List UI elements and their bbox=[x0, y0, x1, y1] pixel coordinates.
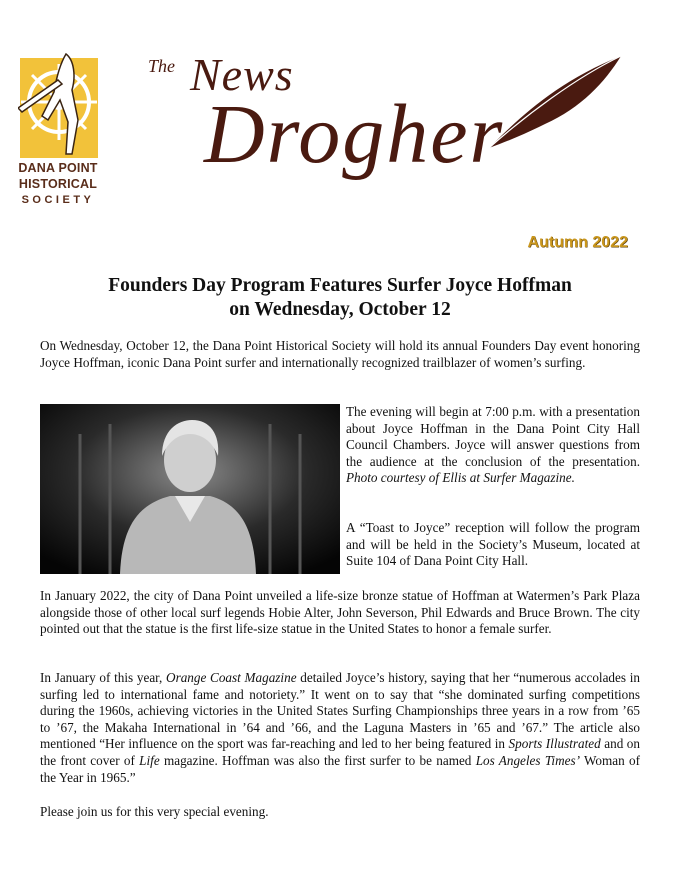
intro-paragraph: On Wednesday, October 12, the Dana Point Historical Society will hold its annual Founders Day event honoring Joyce Hoffman, iconic Dana Point surfer and internationally recognized trailblazer of women’s surfing. bbox=[40, 338, 640, 370]
history-text-5: Woman of the Year in 1965.” bbox=[40, 752, 640, 785]
history-text-4: magazine. Hoffman was also the first surfer to be named bbox=[159, 752, 476, 768]
la-times: Los Angeles Times’ bbox=[475, 752, 580, 768]
history-text-2: detailed Joyce’s history, saying that her “numerous accolades in surfing led to international fame and notoriety.” It went on to say that “she dominated surfing competitions during the 1960s, achieving victories in the United States Surfing Championships three years in a row from ’65 to ’67, the Makaha International in ’64 and ’66, and the Laguna Masters in ’65 and ’67.” The article also mentioned “Her influence on the sport was far-reaching and led to her being featured in bbox=[40, 670, 640, 752]
headline-line-1: Founders Day Program Features Surfer Joyce Hoffman bbox=[108, 275, 572, 296]
evening-text: The evening will begin at 7:00 p.m. with a presentation about Joyce Hoffman in the Dana Point City Hall Council Chambers. Joyce will answer questions from the audience at the conclusion of the presentation. bbox=[346, 404, 640, 469]
logo-line-2: HISTORICAL bbox=[18, 177, 98, 191]
toast-paragraph: A “Toast to Joyce” reception will follow the program and will be held in the Society’s Museum, located at Suite 104 of Dana Point City Hall. bbox=[346, 520, 640, 569]
closing-paragraph: Please join us for this very special evening. bbox=[40, 804, 269, 819]
masthead-news: News bbox=[190, 49, 294, 100]
society-logo bbox=[8, 50, 108, 212]
joyce-hoffman-photo bbox=[40, 404, 340, 574]
logo-line-3: SOCIETY bbox=[21, 194, 95, 206]
magazine-name: Orange Coast Magazine bbox=[166, 670, 297, 685]
headline bbox=[40, 274, 640, 322]
masthead-drogher: Drogher bbox=[204, 88, 505, 181]
ship-wheel-surfer-icon bbox=[18, 50, 100, 158]
logo-line-1: DANA POINT bbox=[18, 161, 98, 175]
quill-icon bbox=[485, 52, 625, 152]
photo-credit: Photo courtesy of Ellis at Surfer Magazine. bbox=[346, 470, 575, 486]
history-text-3: and on the front cover of bbox=[40, 736, 640, 768]
life-magazine: Life bbox=[139, 752, 160, 768]
headline-line-2: on Wednesday, October 12 bbox=[229, 299, 451, 320]
portrait-image bbox=[40, 404, 340, 574]
statue-paragraph: In January 2022, the city of Dana Point unveiled a life-size bronze statue of Hoffman at Watermen’s Park Plaza alongside those of other local surf legends Hobie Alter, John Severson, Phil Edwards and Bruce Brown. The city pointed out that the statue is the first life-size statue in the United States to honor a female surfer. bbox=[40, 588, 640, 637]
issue-season: Autumn 2022 bbox=[527, 234, 628, 251]
sports-illustrated: Sports Illustrated bbox=[508, 736, 601, 752]
evening-paragraph bbox=[346, 404, 640, 487]
masthead-the: The bbox=[148, 56, 175, 76]
history-paragraph bbox=[40, 670, 640, 786]
history-text-1: In January of this year, bbox=[40, 670, 167, 685]
masthead bbox=[140, 48, 630, 228]
